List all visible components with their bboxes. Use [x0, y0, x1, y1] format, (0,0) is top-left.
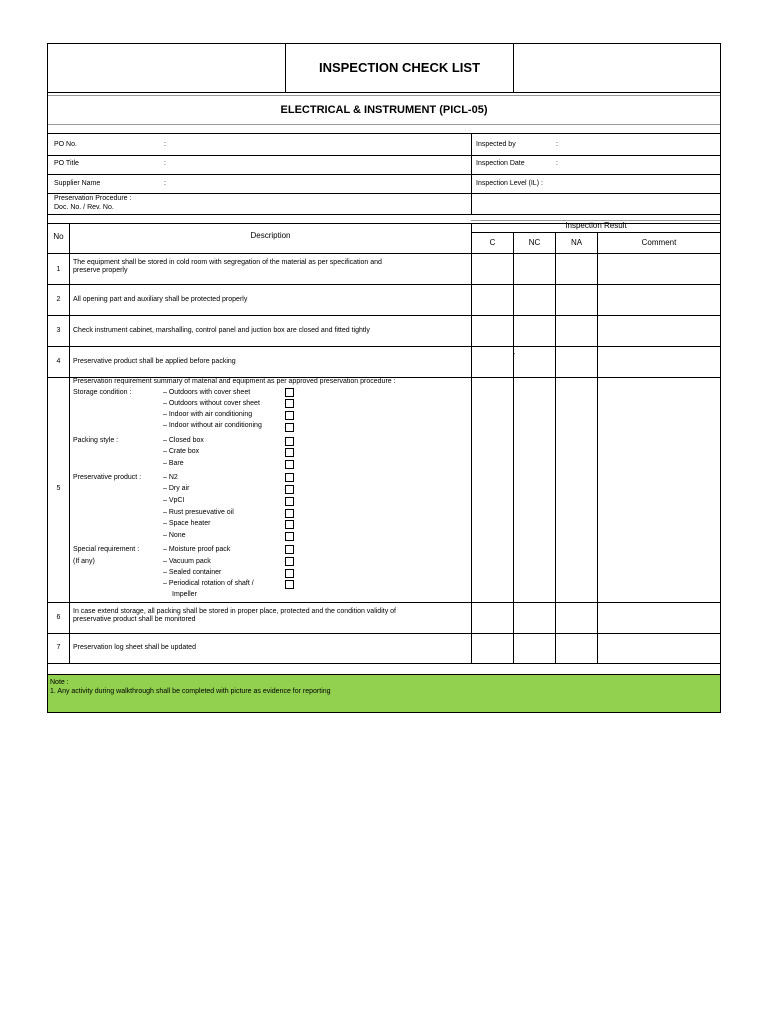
row-7-no: 7 [56, 644, 61, 651]
product-checkbox-6[interactable] [285, 532, 294, 541]
row-3-no: 3 [56, 327, 61, 334]
row-2-no: 2 [56, 296, 61, 303]
header-divider-right [513, 44, 514, 92]
packing-style-label: Packing style : [73, 437, 119, 444]
storage-item-3: – Indoor with air conditioning [163, 411, 253, 418]
col-header-na: NA [570, 238, 583, 247]
row-5-no: 5 [56, 485, 61, 492]
storage-checkbox-3[interactable] [285, 411, 294, 420]
special-item-4: – Periodical rotation of shaft / [163, 580, 254, 587]
product-item-2: – Dry air [163, 485, 190, 492]
storage-condition-label: Storage condition : [73, 389, 132, 396]
storage-checkbox-1[interactable] [285, 388, 294, 397]
special-checkbox-2[interactable] [285, 557, 294, 566]
supplier-name-label: Supplier Name [54, 180, 101, 187]
inspected-by-label: Inspected by [476, 141, 516, 148]
col-header-c: C [489, 238, 496, 247]
inspection-level-label: Inspection Level (IL) : [476, 180, 543, 187]
col-header-description: Description [250, 231, 291, 240]
row-7-description: Preservation log sheet shall be updated [73, 644, 196, 651]
product-item-3: – VpCI [163, 497, 185, 504]
product-item-5: – Space heater [163, 520, 211, 527]
special-item-2: – Vacuum pack [163, 558, 211, 565]
product-checkbox-1[interactable] [285, 473, 294, 482]
col-header-inspection-result: Inspection Result [565, 221, 627, 230]
preservation-procedure-label: Preservation Procedure : [54, 195, 132, 202]
row-1-no: 1 [56, 266, 61, 273]
product-checkbox-4[interactable] [285, 509, 294, 518]
special-item-3: – Sealed container [163, 569, 222, 576]
row-5-description: Preservation requirement summary of material and equipment as per approved preservation procedure : [73, 378, 396, 385]
special-checkbox-1[interactable] [285, 545, 294, 554]
row-4-description: Preservative product shall be applied before packing [73, 358, 236, 365]
po-title-colon: : [164, 160, 166, 167]
product-item-6: – None [163, 532, 186, 539]
po-no-label: PO No. [54, 141, 77, 148]
page-subtitle: ELECTRICAL & INSTRUMENT (PICL-05) [280, 104, 488, 116]
note-line-1: 1. Any activity during walkthrough shall be completed with picture as evidence for reporting [50, 688, 331, 695]
row-3-description: Check instrument cabinet, marshalling, control panel and juction box are closed and fitted tightly [73, 327, 370, 334]
note-title: Note : [50, 679, 69, 686]
packing-item-1: – Closed box [163, 437, 204, 444]
inspection-sheet [47, 43, 721, 713]
storage-item-4: – Indoor without air conditioning [163, 422, 262, 429]
special-requirement-sublabel: (If any) [73, 558, 95, 565]
supplier-name-colon: : [164, 180, 166, 187]
product-checkbox-2[interactable] [285, 485, 294, 494]
page-title: INSPECTION CHECK LIST [318, 60, 481, 75]
storage-checkbox-2[interactable] [285, 399, 294, 408]
special-checkbox-3[interactable] [285, 569, 294, 578]
storage-item-1: – Outdoors with cover sheet [163, 389, 251, 396]
row-1-description: The equipment shall be stored in cold room with segregation of the material as per specification and preserve properly [73, 259, 382, 274]
po-title-label: PO Title [54, 160, 79, 167]
inspection-date-colon: : [556, 160, 558, 167]
row-6-description: In case extend storage, all packing shall be stored in proper place, protected and the condition validity of preservative product shall be monitored [73, 608, 396, 623]
product-item-4: – Rust presuevative oil [163, 509, 234, 516]
product-checkbox-5[interactable] [285, 520, 294, 529]
special-item-1: – Moisture proof pack [163, 546, 231, 553]
packing-item-3: – Bare [163, 460, 184, 467]
col-header-no: No [53, 232, 64, 241]
note-box [48, 675, 720, 712]
row-4-no: 4 [56, 358, 61, 365]
po-no-colon: : [164, 141, 166, 148]
special-checkbox-4[interactable] [285, 580, 294, 589]
storage-item-2: – Outdoors without cover sheet [163, 400, 260, 407]
inspection-date-label: Inspection Date [476, 160, 525, 167]
storage-checkbox-4[interactable] [285, 423, 294, 432]
col-header-comment: Comment [641, 238, 677, 247]
packing-checkbox-1[interactable] [285, 437, 294, 446]
col-header-nc: NC [528, 238, 541, 247]
product-item-1: – N2 [163, 474, 178, 481]
packing-checkbox-2[interactable] [285, 448, 294, 457]
row-4-mark: - [513, 351, 516, 358]
inspected-by-colon: : [556, 141, 558, 148]
row-6-no: 6 [56, 614, 61, 621]
preservative-product-label: Preservative product : [73, 474, 142, 481]
packing-checkbox-3[interactable] [285, 460, 294, 469]
product-checkbox-3[interactable] [285, 497, 294, 506]
doc-rev-label: Doc. No. / Rev. No. [54, 204, 114, 211]
row-2-description: All opening part and auxiliary shall be protected properly [73, 296, 248, 303]
special-item-4-cont: Impeller [172, 591, 197, 598]
packing-item-2: – Crate box [163, 448, 200, 455]
special-requirement-label: Special requirement : [73, 546, 140, 553]
